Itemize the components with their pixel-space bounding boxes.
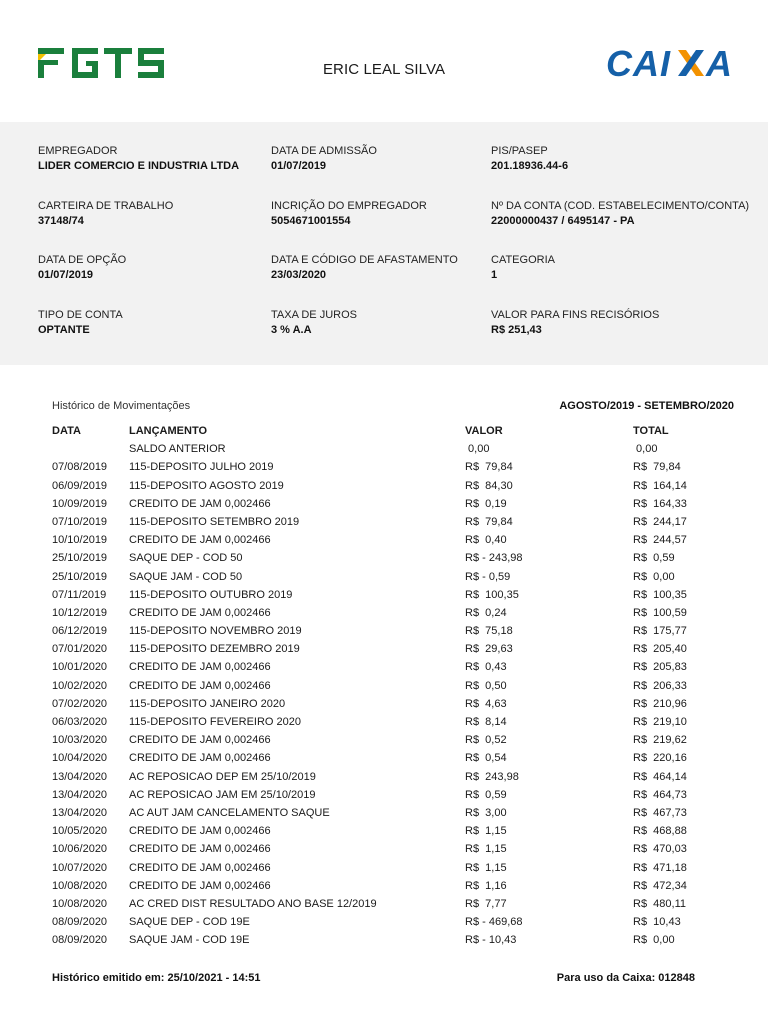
- cell-description: CREDITO DE JAM 0,002466: [129, 843, 271, 856]
- holder-name: ERIC LEAL SILVA: [322, 61, 446, 78]
- cell-value: R$ 8,14: [465, 716, 507, 728]
- cell-date: 08/09/2020: [52, 934, 108, 947]
- table-row: [0, 750, 768, 768]
- cell-value: R$ 243,98: [465, 770, 519, 783]
- table-row: [0, 696, 768, 714]
- cell-description: SAQUE JAM - COD 50: [129, 570, 243, 583]
- field-label: EMPREGADOR: [38, 145, 118, 157]
- cell-date: 10/08/2020: [52, 879, 108, 892]
- field-category: [491, 253, 555, 283]
- field-label: DATA DE OPÇÃO: [38, 254, 127, 266]
- field-account-type: [38, 308, 123, 338]
- cell-date: 10/04/2020: [52, 752, 108, 765]
- table-row: [0, 587, 768, 605]
- cell-value: R$ 0,40: [465, 534, 507, 547]
- field-value: 1: [491, 269, 498, 281]
- cell-date: 07/02/2020: [52, 697, 108, 710]
- cell-total: R$ 220,16: [633, 752, 687, 765]
- cell-date: 13/04/2020: [52, 806, 108, 819]
- transactions-table: [0, 423, 768, 950]
- field-label: CARTEIRA DE TRABALHO: [38, 200, 174, 212]
- cell-value: R$ 0,50: [465, 679, 507, 692]
- cell-description: CREDITO DE JAM 0,002466: [129, 825, 271, 838]
- field-employer-registration: [271, 199, 427, 229]
- field-label: CATEGORIA: [491, 254, 555, 266]
- cell-total: R$ 480,11: [633, 897, 687, 910]
- field-value: 201.18936.44-6: [491, 160, 569, 172]
- account-info-panel: [0, 122, 768, 365]
- table-row: [0, 878, 768, 896]
- cell-date: 10/06/2020: [52, 843, 108, 856]
- cell-value: R$ 0,59: [465, 788, 507, 801]
- field-label: DATA E CÓDIGO DE AFASTAMENTO: [271, 254, 458, 266]
- table-row: [0, 841, 768, 859]
- cell-description: CREDITO DE JAM 0,002466: [129, 861, 271, 874]
- caixa-logo: [604, 44, 740, 80]
- cell-total: R$ 210,96: [633, 697, 687, 710]
- cell-date: 10/07/2020: [52, 861, 108, 874]
- cell-value: R$ 0,43: [465, 661, 507, 674]
- field-admission-date: [271, 144, 377, 174]
- cell-description: SAQUE DEP - COD 19E: [129, 916, 250, 929]
- cell-total: R$ 464,14: [633, 770, 687, 783]
- field-value: OPTANTE: [38, 324, 90, 336]
- cell-total: R$ 164,14: [633, 479, 687, 492]
- cell-value: R$ 79,84: [465, 461, 513, 474]
- cell-description: CREDITO DE JAM 0,002466: [129, 534, 271, 547]
- cell-value: R$ 0,19: [465, 497, 507, 510]
- cell-description: SALDO ANTERIOR: [129, 443, 226, 456]
- cell-value: R$ 4,63: [465, 697, 507, 710]
- cell-description: 115-DEPOSITO JULHO 2019: [129, 461, 274, 474]
- cell-date: 10/09/2019: [52, 497, 108, 510]
- table-body: [0, 441, 768, 950]
- cell-date: 10/03/2020: [52, 734, 108, 747]
- field-value: 5054671001554: [271, 215, 351, 227]
- table-row: [0, 678, 768, 696]
- table-row: [0, 569, 768, 587]
- cell-value: R$ 7,77: [465, 897, 507, 910]
- cell-value: R$ 0,52: [465, 734, 507, 747]
- cell-date: 08/09/2020: [52, 916, 108, 929]
- table-row: [0, 605, 768, 623]
- cell-value: R$ 100,35: [465, 588, 519, 601]
- cell-description: AC REPOSICAO DEP EM 25/10/2019: [129, 770, 316, 783]
- cell-total: 0,00: [633, 443, 658, 456]
- cell-total: R$ 0,00: [633, 934, 675, 947]
- cell-description: 115-DEPOSITO FEVEREIRO 2020: [129, 716, 301, 728]
- column-header-description: LANÇAMENTO: [129, 425, 208, 437]
- cell-value: R$ - 10,43: [465, 934, 517, 947]
- cell-description: CREDITO DE JAM 0,002466: [129, 661, 271, 674]
- table-row: [0, 914, 768, 932]
- table-row: [0, 641, 768, 659]
- table-row: [0, 896, 768, 914]
- cell-total: R$ 244,17: [633, 515, 687, 528]
- field-option-date: [38, 253, 126, 283]
- table-row: [0, 659, 768, 677]
- cell-date: 07/01/2020: [52, 643, 108, 656]
- cell-value: R$ 0,24: [465, 606, 507, 619]
- cell-total: R$ 164,33: [633, 497, 687, 510]
- cell-description: AC AUT JAM CANCELAMENTO SAQUE: [129, 806, 330, 819]
- table-row: [0, 441, 768, 459]
- cell-description: 115-DEPOSITO JANEIRO 2020: [129, 697, 286, 710]
- cell-description: 115-DEPOSITO NOVEMBRO 2019: [129, 625, 302, 638]
- cell-description: 115-DEPOSITO AGOSTO 2019: [129, 479, 284, 492]
- field-label: TAXA DE JUROS: [271, 309, 357, 321]
- table-row: [0, 805, 768, 823]
- cell-date: 10/10/2019: [52, 534, 108, 547]
- cell-date: 06/03/2020: [52, 716, 108, 728]
- cell-value: R$ 1,15: [465, 861, 507, 874]
- cell-date: 10/05/2020: [52, 825, 108, 838]
- cell-value: R$ 1,15: [465, 825, 507, 838]
- cell-total: R$ 467,73: [633, 806, 687, 819]
- field-value: 22000000437 / 6495147 - PA: [491, 215, 635, 227]
- table-row: [0, 823, 768, 841]
- cell-value: R$ 29,63: [465, 643, 513, 656]
- cell-total: R$ 468,88: [633, 825, 687, 838]
- cell-description: CREDITO DE JAM 0,002466: [129, 879, 271, 892]
- cell-description: AC REPOSICAO JAM EM 25/10/2019: [129, 788, 316, 801]
- cell-date: 25/10/2019: [52, 570, 108, 583]
- history-period: AGOSTO/2019 - SETEMBRO/2020: [559, 400, 734, 412]
- cell-total: R$ 470,03: [633, 843, 687, 856]
- cell-total: R$ 205,83: [633, 661, 687, 674]
- cell-total: R$ 175,77: [633, 625, 687, 638]
- field-label: Nº DA CONTA (COD. ESTABELECIMENTO/CONTA): [491, 200, 750, 212]
- cell-description: 115-DEPOSITO SETEMBRO 2019: [129, 515, 300, 528]
- history-title: Histórico de Movimentações: [52, 400, 191, 412]
- cell-date: 13/04/2020: [52, 770, 108, 783]
- table-row: [0, 769, 768, 787]
- cell-total: R$ 244,57: [633, 534, 687, 547]
- cell-value: R$ - 469,68: [465, 916, 523, 929]
- table-row: [0, 459, 768, 477]
- table-row: [0, 787, 768, 805]
- cell-value: R$ 1,16: [465, 879, 507, 892]
- cell-total: R$ 219,62: [633, 734, 687, 747]
- cell-description: 115-DEPOSITO OUTUBRO 2019: [129, 588, 293, 601]
- cell-description: AC CRED DIST RESULTADO ANO BASE 12/2019: [129, 897, 377, 910]
- cell-total: R$ 464,73: [633, 788, 687, 801]
- document-header: [0, 0, 768, 122]
- cell-date: 06/12/2019: [52, 625, 108, 638]
- cell-date: 13/04/2020: [52, 788, 108, 801]
- field-value: LIDER COMERCIO E INDUSTRIA LTDA: [38, 160, 240, 172]
- column-header-value: VALOR: [465, 425, 503, 437]
- cell-date: 07/08/2019: [52, 461, 108, 474]
- field-value: 01/07/2019: [271, 160, 327, 172]
- caixa-use-code: Para uso da Caixa: 012848: [556, 972, 695, 984]
- field-label: TIPO DE CONTA: [38, 309, 123, 321]
- field-label: PIS/PASEP: [491, 145, 548, 157]
- cell-date: 25/10/2019: [52, 552, 108, 565]
- table-header: [0, 423, 768, 441]
- cell-value: R$ - 243,98: [465, 552, 523, 565]
- field-pis-pasep: [491, 144, 568, 174]
- cell-total: R$ 10,43: [633, 916, 681, 929]
- table-row: [0, 714, 768, 732]
- table-row: [0, 496, 768, 514]
- svg-text:A: A: [706, 44, 732, 80]
- cell-total: R$ 79,84: [633, 461, 681, 474]
- cell-value: R$ - 0,59: [465, 570, 511, 583]
- field-employer: [38, 144, 239, 174]
- cell-description: CREDITO DE JAM 0,002466: [129, 734, 271, 747]
- column-header-total: TOTAL: [633, 425, 669, 437]
- cell-date: 07/10/2019: [52, 515, 108, 528]
- field-account-number: [491, 199, 749, 229]
- cell-value: 0,00: [465, 443, 490, 456]
- cell-description: CREDITO DE JAM 0,002466: [129, 606, 271, 619]
- table-row: [0, 732, 768, 750]
- cell-date: 06/09/2019: [52, 479, 108, 492]
- cell-description: SAQUE DEP - COD 50: [129, 552, 243, 565]
- cell-date: 07/11/2019: [52, 588, 107, 601]
- table-row: [0, 514, 768, 532]
- field-termination-value: [491, 308, 659, 338]
- cell-description: CREDITO DE JAM 0,002466: [129, 679, 271, 692]
- cell-total: R$ 471,18: [633, 861, 687, 874]
- cell-value: R$ 3,00: [465, 806, 507, 819]
- field-value: R$ 251,43: [491, 324, 542, 336]
- cell-total: R$ 100,35: [633, 588, 687, 601]
- field-value: 3 % A.A: [271, 324, 312, 336]
- cell-description: CREDITO DE JAM 0,002466: [129, 497, 271, 510]
- table-row: [0, 478, 768, 496]
- table-row: [0, 932, 768, 950]
- cell-total: R$ 219,10: [633, 716, 687, 728]
- cell-description: SAQUE JAM - COD 19E: [129, 934, 250, 947]
- cell-date: 10/02/2020: [52, 679, 108, 692]
- cell-total: R$ 0,00: [633, 570, 675, 583]
- field-value: 23/03/2020: [271, 269, 327, 281]
- field-interest-rate: [271, 308, 357, 338]
- table-row: [0, 550, 768, 568]
- cell-total: R$ 206,33: [633, 679, 687, 692]
- cell-value: R$ 75,18: [465, 625, 513, 638]
- svg-text:CAI: CAI: [606, 44, 671, 80]
- issued-timestamp: Histórico emitido em: 25/10/2021 - 14:51: [52, 972, 261, 984]
- table-row: [0, 860, 768, 878]
- cell-value: R$ 0,54: [465, 752, 507, 765]
- cell-description: CREDITO DE JAM 0,002466: [129, 752, 271, 765]
- field-value: 01/07/2019: [38, 269, 94, 281]
- cell-date: 10/01/2020: [52, 661, 108, 674]
- cell-total: R$ 0,59: [633, 552, 675, 565]
- field-label: DATA DE ADMISSÃO: [271, 145, 377, 157]
- cell-description: 115-DEPOSITO DEZEMBRO 2019: [129, 643, 300, 656]
- cell-date: 10/08/2020: [52, 897, 108, 910]
- cell-value: R$ 79,84: [465, 515, 513, 528]
- cell-value: R$ 84,30: [465, 479, 513, 492]
- field-label: INCRIÇÃO DO EMPREGADOR: [271, 200, 427, 212]
- table-row: [0, 532, 768, 550]
- cell-total: R$ 100,59: [633, 606, 687, 619]
- cell-value: R$ 1,15: [465, 843, 507, 856]
- cell-total: R$ 472,34: [633, 879, 687, 892]
- field-value: 37148/74: [38, 215, 84, 227]
- table-row: [0, 623, 768, 641]
- column-header-date: DATA: [52, 425, 81, 437]
- field-label: VALOR PARA FINS RECISÓRIOS: [491, 309, 660, 321]
- field-work-card: [38, 199, 173, 229]
- cell-date: 10/12/2019: [52, 606, 108, 619]
- field-leave-date: [271, 253, 458, 283]
- cell-total: R$ 205,40: [633, 643, 687, 656]
